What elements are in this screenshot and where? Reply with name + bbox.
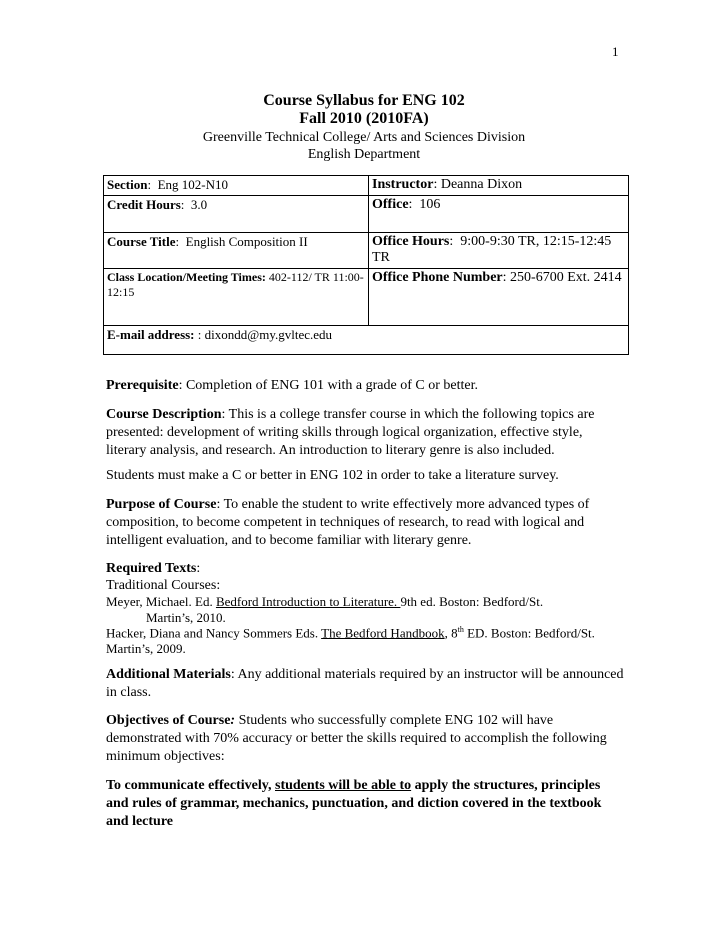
office-hours-label: Office Hours [372,234,450,249]
book2-edition: , 8 [444,625,458,641]
prerequisite-label: Prerequisite [106,378,179,393]
objectives-colon: : [230,713,236,728]
office-hours-value: 9:00-9:30 TR, 12:15-12:45 TR [372,234,612,265]
additional-materials-paragraph [106,666,626,702]
book-entry-hacker [106,622,626,657]
credit-hours-label: Credit Hours [107,197,181,212]
objective-underlined: students will be able to [275,778,412,793]
objectives-label: Objectives of Course [106,713,231,728]
book2-publisher: ED. Boston: Bedford/St. Martin’s, 2009. [106,625,595,657]
required-texts-colon: : [196,561,201,576]
office-hours-cell: Office Hours: 9:00-9:30 TR, 12:15-12:45 TR [369,233,629,269]
prerequisite-paragraph [106,377,626,395]
additional-materials-label: Additional Materials [106,667,231,682]
credit-hours-value: 3.0 [190,197,208,212]
course-description-label: Course Description [106,407,222,422]
traditional-courses-label: Traditional Courses: [106,578,221,593]
book2-edition-suffix: th [457,625,464,634]
course-title-label: Course Title [107,234,176,249]
book2-authors: Hacker, Diana and Nancy Sommers Eds. [106,625,322,641]
course-info-table [103,175,629,355]
instructor-value: : Deanna Dixon [433,177,523,192]
objective-detail: apply the structures, principles and rules of grammar, mechanics, punctuation, and diction covered in the textbook and lecture [106,778,602,829]
section-cell: Section: Eng 102-N10 [104,176,369,196]
course-description-paragraph [106,406,626,460]
instructor-label: Instructor [372,177,434,192]
purpose-paragraph [106,496,626,550]
book1-author: Meyer, Michael. Ed. [106,594,216,609]
course-title-cell: Course Title: English Composition II [104,233,369,269]
section-label: Section [107,177,148,192]
communication-objective [106,777,626,831]
required-texts-heading [106,560,626,578]
office-cell: Office: 106 [369,196,629,233]
instructor-cell [369,176,629,196]
class-location-label: Class Location/Meeting Times: [107,270,266,284]
email-label: E-mail address: [107,327,195,342]
prerequisite-text: : Completion of ENG 101 with a grade of C or better. [178,378,478,393]
course-description-text: : This is a college transfer course in which the following topics are presented: development of writing skills through logical organization, effective style, literary analysis, and research. An introduction to literary genre is also included. [106,407,595,458]
purpose-text: : To enable the student to write effectively more advanced types of composition, to become competent in techniques of research, to read with logical and intelligent evaluation, and to become familiar with literary genre. [106,497,590,548]
grade-requirement-paragraph: Students must make a C or better in ENG 102 in order to take a literature survey. [106,468,559,483]
office-label: Office [372,197,409,212]
section-value: Eng 102-N10 [157,177,228,192]
term-title: Fall 2010 (2010FA) [299,110,429,127]
credit-hours-cell: Credit Hours: 3.0 [104,196,369,233]
book1-title: Bedford Introduction to Literature. [215,594,401,609]
office-phone-label: Office Phone Number [372,270,503,285]
book1-edition: 9th ed. Boston: Bedford/St. [400,594,544,609]
required-texts-label: Required Texts [106,561,197,576]
book2-title: The Bedford Handbook [321,625,445,641]
department-name: English Department [307,147,421,162]
objective-intro: To communicate effectively, [106,778,275,793]
objectives-paragraph [106,712,626,766]
class-location-cell [104,269,369,326]
college-name: Greenville Technical College/ Arts and Sciences Division [202,130,526,145]
email-value: : dixondd@my.gvltec.edu [197,327,333,342]
class-location-value: 402-112/ TR 11:00-12:15 [107,270,364,299]
course-title-value: English Composition II [185,234,308,249]
syllabus-title: Course Syllabus for ENG 102 [263,92,465,109]
office-phone-value: : 250-6700 Ext. 2414 [502,270,622,285]
page-number: 1 [612,44,619,59]
objectives-text: Students who successfully complete ENG 102 will have demonstrated with 70% accuracy or better the skills required to accomplish the following minimum objectives: [106,713,607,764]
purpose-label: Purpose of Course [106,497,217,512]
email-cell [104,326,629,355]
office-phone-cell [369,269,629,326]
book1-publisher-year: Martin’s, 2010. [146,610,226,625]
office-value: 106 [419,197,441,212]
additional-materials-text: : Any additional materials required by an instructor will be announced in class. [106,667,624,700]
